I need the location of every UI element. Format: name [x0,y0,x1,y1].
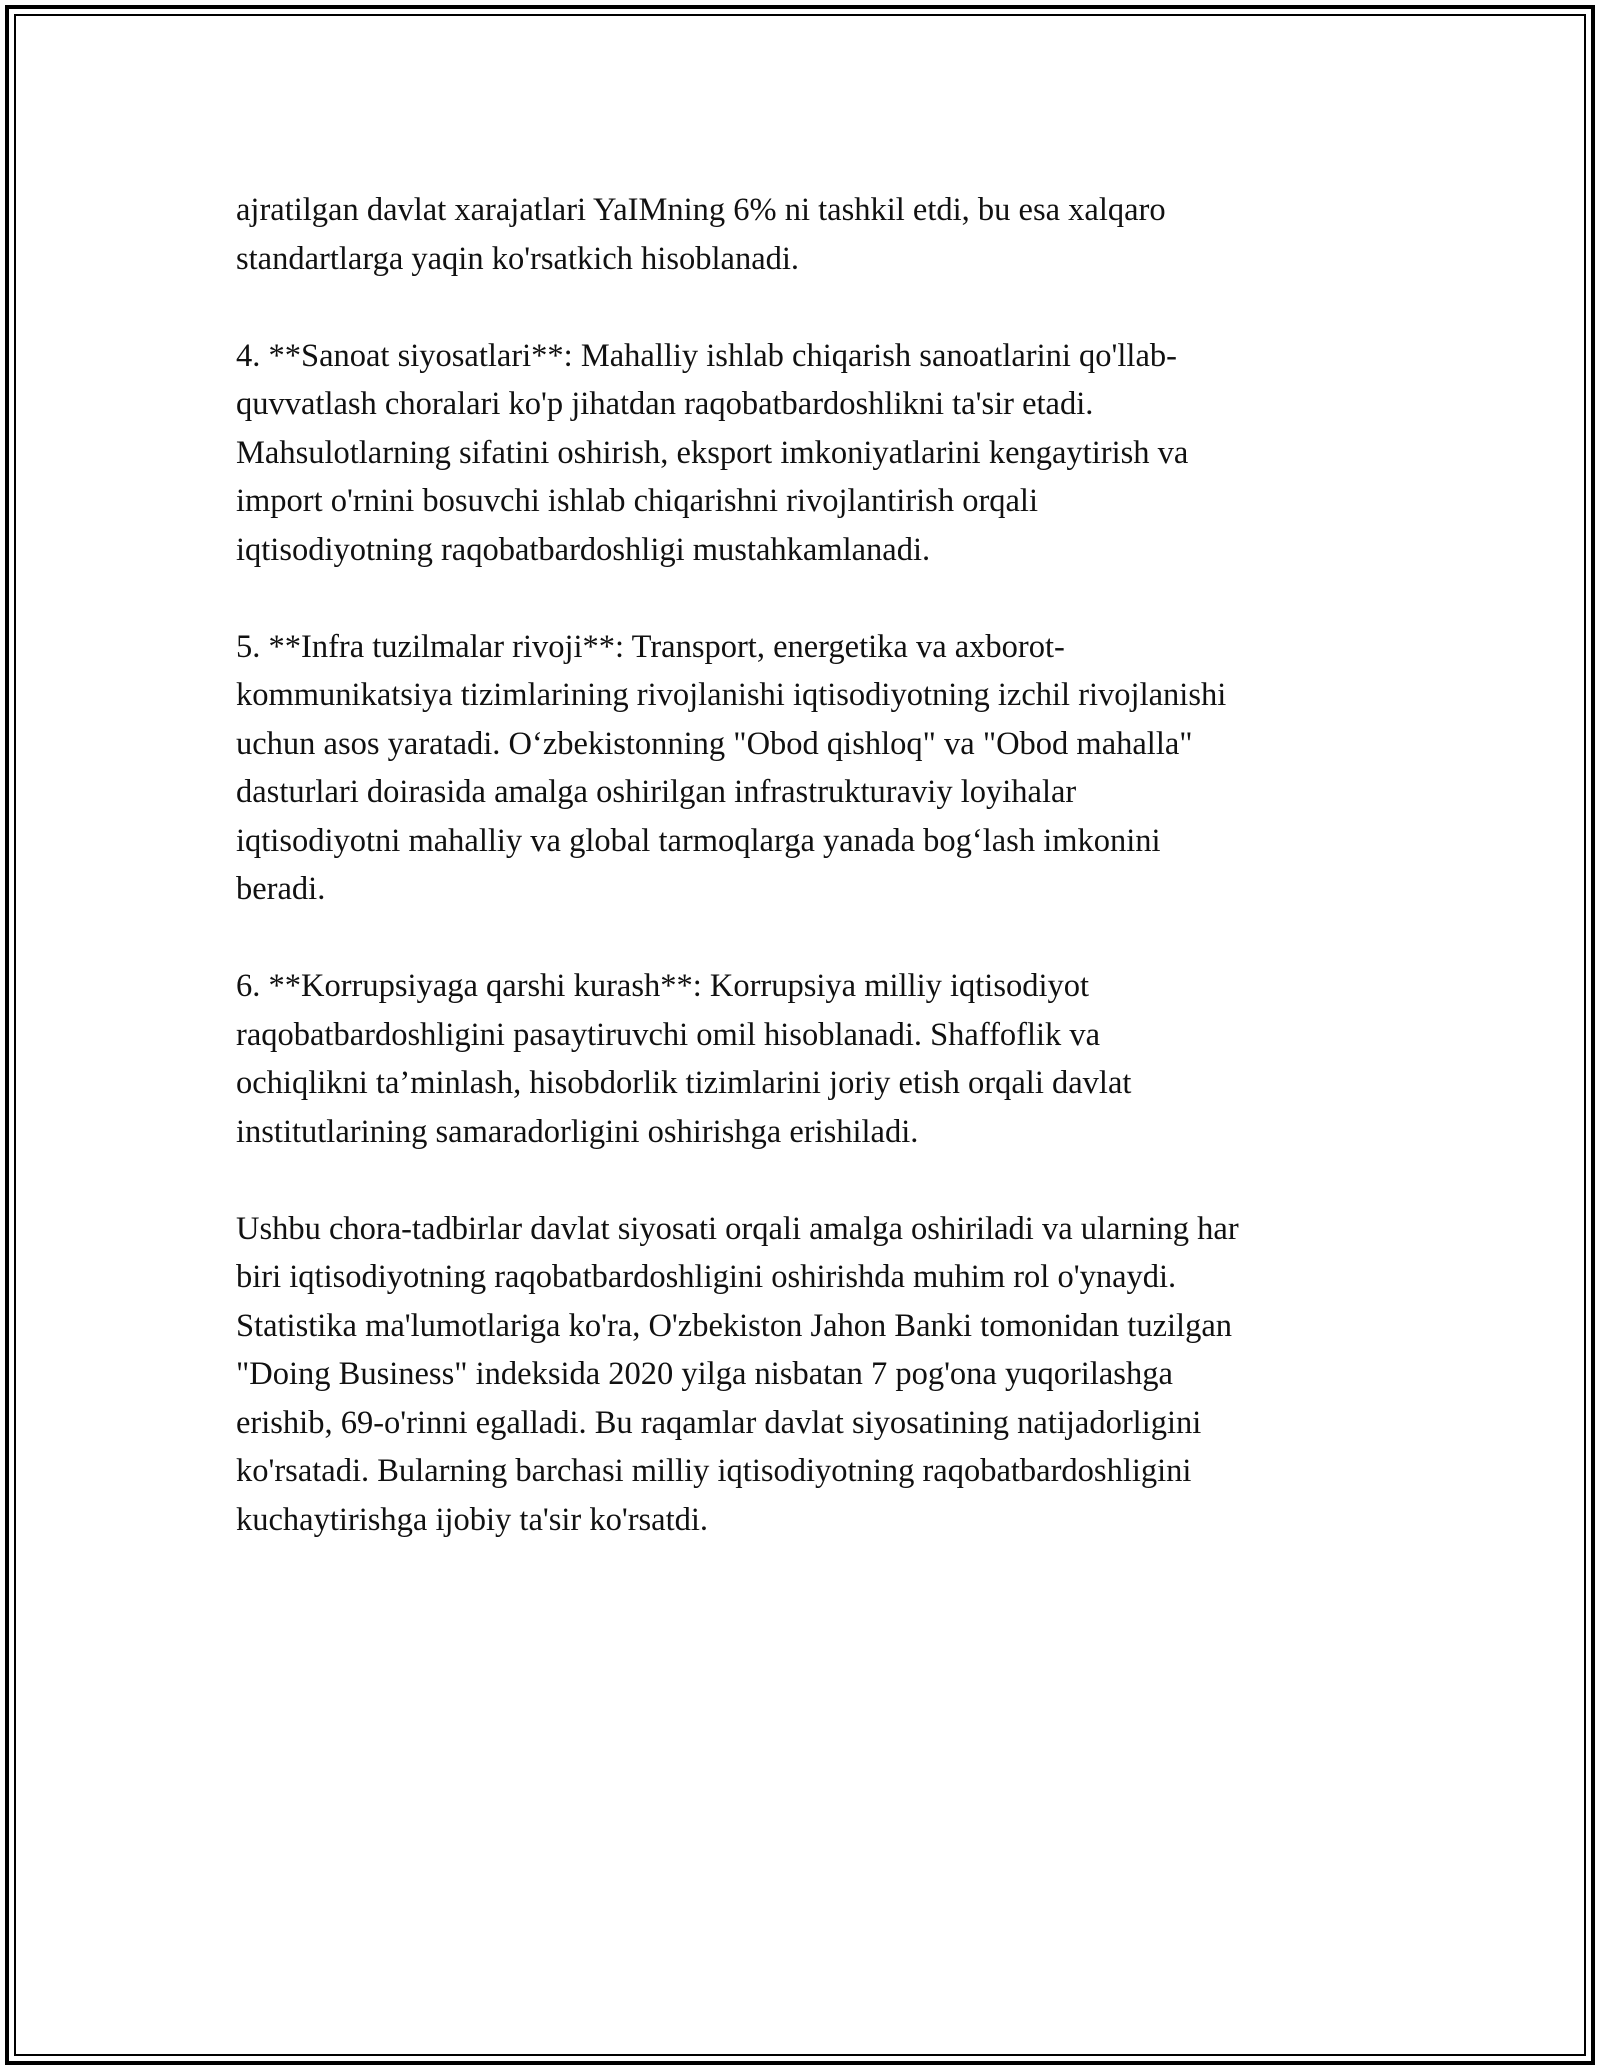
paragraph-anti-corruption: 6. **Korrupsiyaga qarshi kurash**: Korrupsiya milliy iqtisodiyot raqobatbardoshligini pasaytiruvchi omil hisoblanadi. Shaffoflik va ochiqlikni ta’minlash, hisobdorlik tizimlarini joriy etish orqali davlat institutlarining samaradorligini oshirishga erishiladi. [236,968,1132,1150]
document-body [236,186,1386,1544]
paragraph-infrastructure: 5. **Infra tuzilmalar rivoji**: Transport, energetika va axborot- kommunikatsiya tizimlarining rivojlanishi iqtisodiyotning izchil rivojlanishi uchun asos yaratadi. O‘zbekistonning "Obod qishloq" va "Obod mahalla" dasturlari doirasida amalga oshirilgan infrastrukturaviy loyihalar iqtisodiyotni mahalliy va global tarmoqlarga yanada bog‘lash imkonini beradi. [236,628,1227,907]
paragraph-industrial-policy: 4. **Sanoat siyosatlari**: Mahalliy ishlab chiqarish sanoatlarini qo'llab- quvvatlash choralari ko'p jihatdan raqobatbardoshlikni ta'sir etadi. Mahsulotlarning sifatini oshirish, eksport imkoniyatlarini kengaytirish va import o'rnini bosuvchi ishlab chiqarishni rivojlantirish orqali iqtisodiyotning raqobatbardoshligi mustahkamlanadi. [236,337,1189,568]
paragraph-education-spending: ajratilgan davlat xarajatlari YaIMning 6% ni tashkil etdi, bu esa xalqaro standartlarga yaqin ko'rsatkich hisoblanadi. [236,192,1166,277]
paragraph-conclusion: Ushbu chora-tadbirlar davlat siyosati orqali amalga oshiriladi va ularning har biri iqtisodiyotning raqobatbardoshligini oshirishda muhim rol o'ynaydi. Statistika ma'lumotlariga ko'ra, O'zbekiston Jahon Banki tomonidan tuzilgan "Doing Business" indeksida 2020 yilga nisbatan 7 pog'ona yuqorilashga erishib, 69-o'rinni egalladi. Bu raqamlar davlat siyosatining natijadorligini ko'rsatadi. Bularning barchasi milliy iqtisodiyotning raqobatbardoshligini kuchaytirishga ijobiy ta'sir ko'rsatdi. [236,1210,1239,1538]
